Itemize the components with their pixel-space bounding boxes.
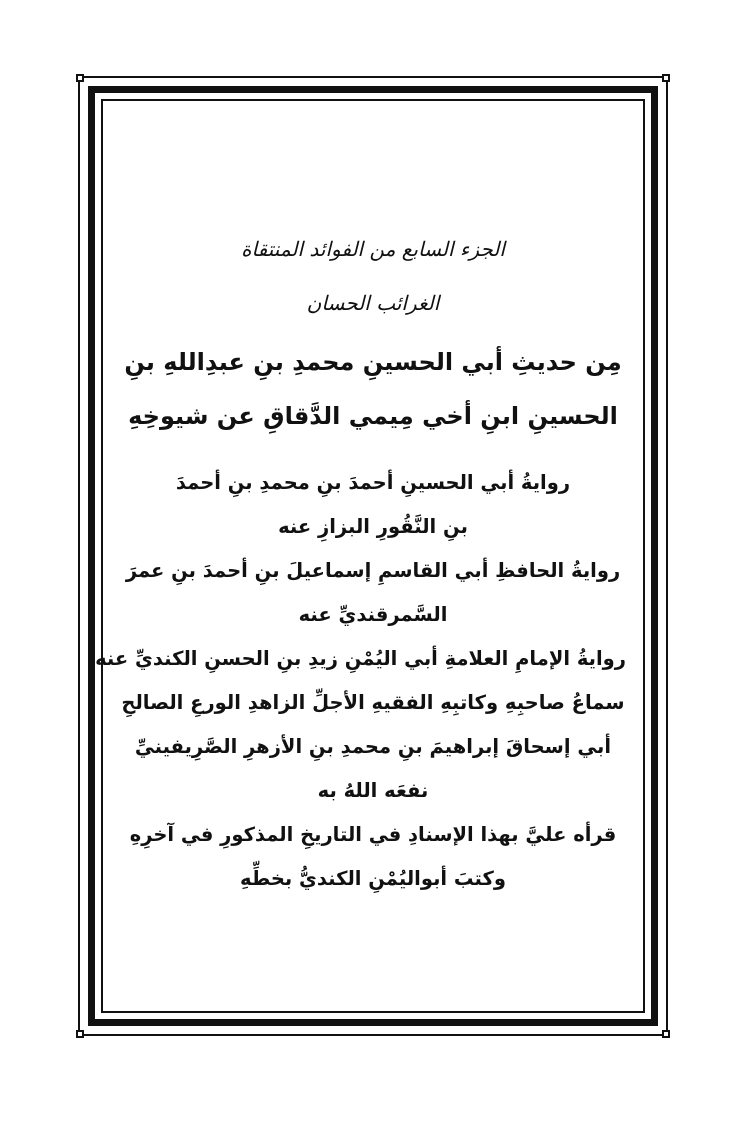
transmission-line: نفعَه اللهُ به — [317, 779, 429, 802]
corner-ornament — [76, 1030, 84, 1038]
heading-line: الحسينِ ابنِ أخي مِيمي الدَّقاقِ عن شيوخِهِ — [128, 402, 618, 430]
corner-ornament — [662, 74, 670, 82]
transmission-line: روايةُ الإمامِ العلامةِ أبي اليُمْنِ زيدِ بنِ الحسنِ الكنديِّ عنه — [95, 647, 626, 670]
transmission-line: السَّمرقنديِّ عنه — [298, 603, 448, 626]
corner-ornament — [662, 1030, 670, 1038]
transmission-line: روايةُ أبي الحسينِ أحمدَ بنِ محمدِ بنِ أحمدَ — [175, 471, 571, 494]
corner-ornament — [76, 74, 84, 82]
heading-line: مِن حديثِ أبي الحسينِ محمدِ بنِ عبدِاللهِ بنِ — [124, 348, 622, 376]
colophon-line: قرأه عليَّ بهذا الإسنادِ في التاريخِ المذكورِ في آخرِهِ — [129, 823, 617, 846]
title-page-text — [95, 215, 626, 893]
transmission-line: روايةُ الحافظِ أبي القاسمِ إسماعيلَ بنِ أحمدَ بنِ عمرَ — [125, 559, 621, 582]
transmission-line: أبي إسحاقَ إبراهيمَ بنِ محمدِ بنِ الأزهرِ الصَّرِيفينيِّ — [134, 735, 612, 758]
calligraphic-title: الجزء السابع من الفوائد المنتقاة — [241, 237, 505, 261]
transmission-line: سماعُ صاحبِهِ وكاتبِهِ الفقيهِ الأجلِّ الزاهدِ الورعِ الصالحِ — [121, 691, 625, 714]
transmission-line: بنِ النَّقُورِ البزازِ عنه — [278, 515, 468, 538]
colophon-line: وكتبَ أبواليُمْنِ الكنديُّ بخطِّهِ — [240, 867, 506, 890]
calligraphic-subtitle: الغرائب الحسان — [306, 291, 440, 315]
